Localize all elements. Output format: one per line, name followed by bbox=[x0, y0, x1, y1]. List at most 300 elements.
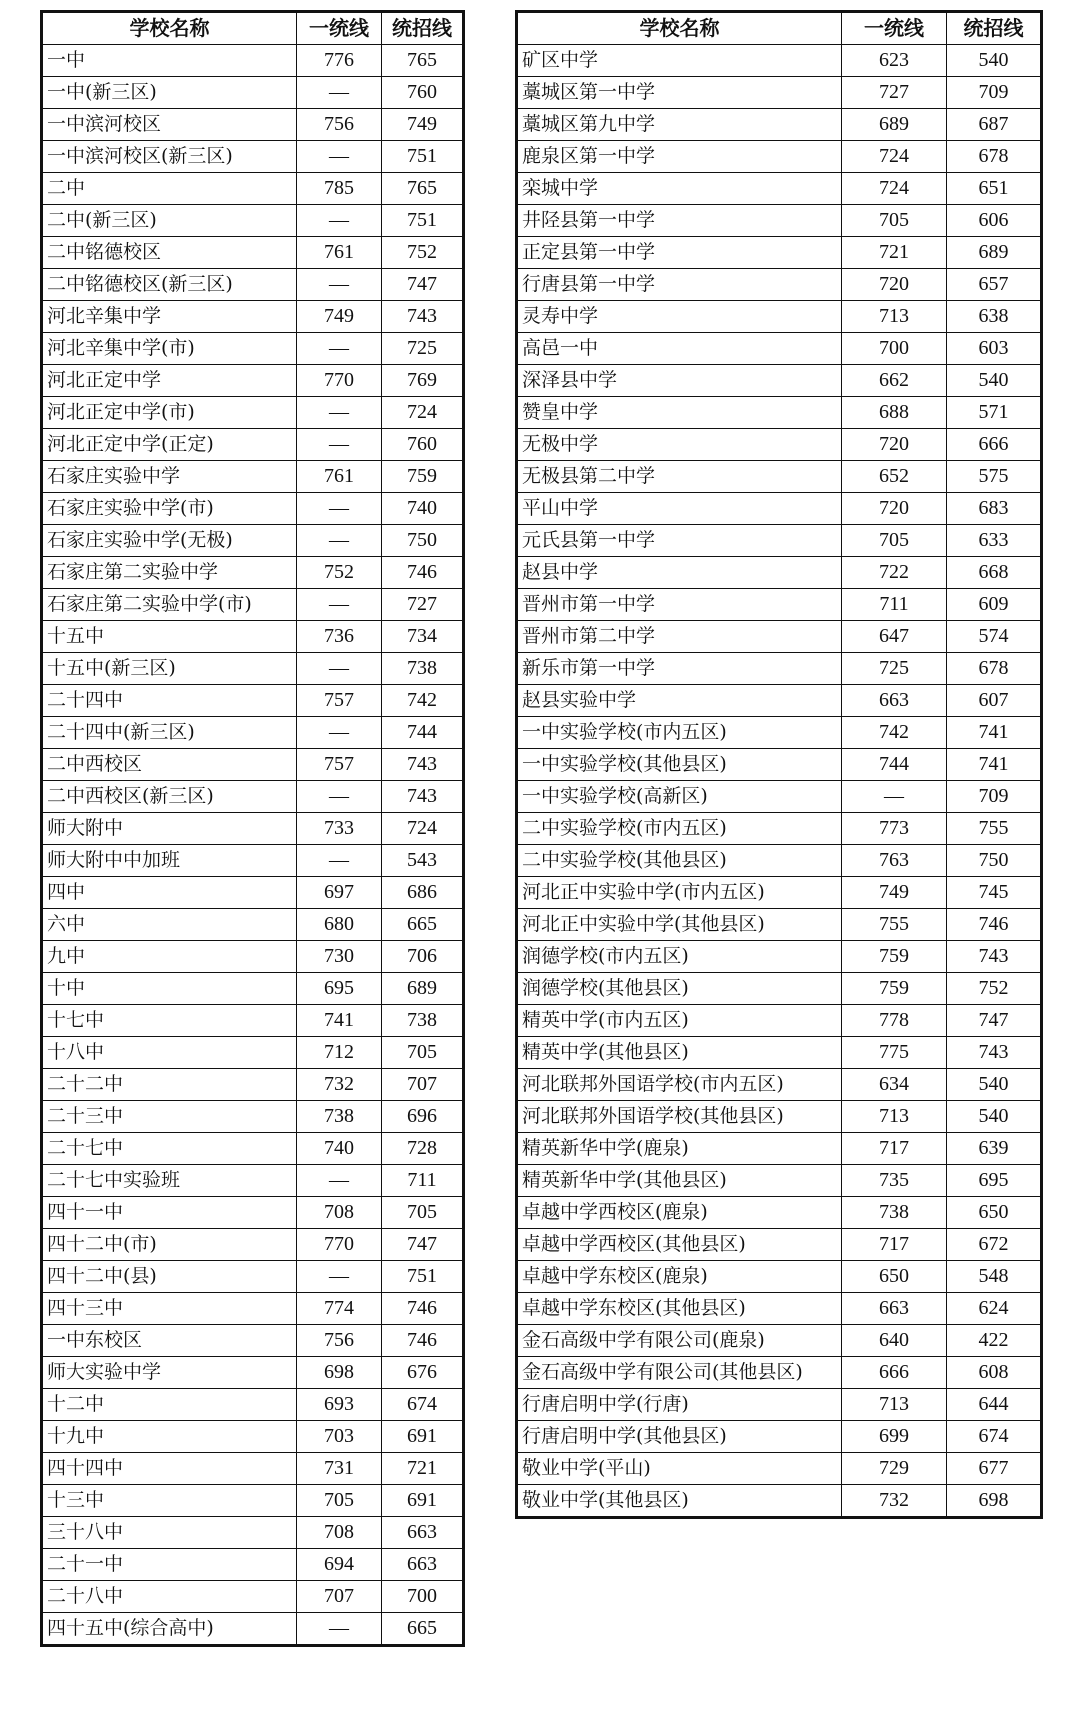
table-row bbox=[42, 685, 464, 717]
line1-score-cell: 663 bbox=[842, 1293, 947, 1325]
line2-score-cell: 743 bbox=[382, 781, 464, 813]
table-row bbox=[42, 205, 464, 237]
right-table-body bbox=[517, 45, 1042, 1518]
line2-score-cell: 571 bbox=[947, 397, 1042, 429]
line1-score-cell: 742 bbox=[842, 717, 947, 749]
school-name-cell: 四十二中(县) bbox=[42, 1261, 297, 1293]
line2-score-cell: 638 bbox=[947, 301, 1042, 333]
table-row bbox=[517, 909, 1042, 941]
line2-score-cell: 727 bbox=[382, 589, 464, 621]
school-name-cell: 一中 bbox=[42, 45, 297, 77]
line1-score-cell: 785 bbox=[297, 173, 382, 205]
line1-score-cell: 733 bbox=[297, 813, 382, 845]
school-name-cell: 润德学校(其他县区) bbox=[517, 973, 842, 1005]
line1-score-cell: 736 bbox=[297, 621, 382, 653]
line1-score-cell: — bbox=[297, 429, 382, 461]
line1-score-cell: 756 bbox=[297, 1325, 382, 1357]
school-name-cell: 正定县第一中学 bbox=[517, 237, 842, 269]
table-row bbox=[42, 269, 464, 301]
line1-score-cell: 724 bbox=[842, 141, 947, 173]
line1-score-cell: 680 bbox=[297, 909, 382, 941]
school-name-cell: 一中滨河校区 bbox=[42, 109, 297, 141]
line1-score-cell: — bbox=[297, 845, 382, 877]
table-row bbox=[42, 749, 464, 781]
line2-score-cell: 742 bbox=[382, 685, 464, 717]
school-name-cell: 无极县第二中学 bbox=[517, 461, 842, 493]
school-name-cell: 河北辛集中学(市) bbox=[42, 333, 297, 365]
table-row bbox=[517, 1485, 1042, 1518]
line2-score-cell: 543 bbox=[382, 845, 464, 877]
line2-score-cell: 672 bbox=[947, 1229, 1042, 1261]
line1-score-cell: 749 bbox=[297, 301, 382, 333]
line2-score-cell: 663 bbox=[382, 1517, 464, 1549]
line2-score-cell: 674 bbox=[947, 1421, 1042, 1453]
table-row bbox=[42, 717, 464, 749]
school-name-cell: 十二中 bbox=[42, 1389, 297, 1421]
school-name-cell: 晋州市第一中学 bbox=[517, 589, 842, 621]
line2-score-cell: 745 bbox=[947, 877, 1042, 909]
line1-score-cell: 778 bbox=[842, 1005, 947, 1037]
school-name-cell: 石家庄第二实验中学 bbox=[42, 557, 297, 589]
school-name-cell: 精英中学(市内五区) bbox=[517, 1005, 842, 1037]
school-name-cell: 赞皇中学 bbox=[517, 397, 842, 429]
line1-score-cell: — bbox=[297, 493, 382, 525]
line1-score-cell: 705 bbox=[842, 525, 947, 557]
line2-score-cell: 624 bbox=[947, 1293, 1042, 1325]
line2-score-cell: 422 bbox=[947, 1325, 1042, 1357]
table-row bbox=[517, 1165, 1042, 1197]
col-header-school: 学校名称 bbox=[42, 12, 297, 45]
school-name-cell: 四十四中 bbox=[42, 1453, 297, 1485]
line1-score-cell: 688 bbox=[842, 397, 947, 429]
line1-score-cell: 759 bbox=[842, 941, 947, 973]
school-name-cell: 二十三中 bbox=[42, 1101, 297, 1133]
line2-score-cell: 548 bbox=[947, 1261, 1042, 1293]
table-row bbox=[517, 1229, 1042, 1261]
school-name-cell: 十五中(新三区) bbox=[42, 653, 297, 685]
line2-score-cell: 705 bbox=[382, 1197, 464, 1229]
line2-score-cell: 639 bbox=[947, 1133, 1042, 1165]
line1-score-cell: 722 bbox=[842, 557, 947, 589]
line1-score-cell: 695 bbox=[297, 973, 382, 1005]
line1-score-cell: — bbox=[297, 269, 382, 301]
school-name-cell: 河北正定中学(正定) bbox=[42, 429, 297, 461]
col-header-line1: 一统线 bbox=[297, 12, 382, 45]
line2-score-cell: 606 bbox=[947, 205, 1042, 237]
table-row bbox=[42, 1037, 464, 1069]
school-name-cell: 金石高级中学有限公司(鹿泉) bbox=[517, 1325, 842, 1357]
school-name-cell: 石家庄实验中学(市) bbox=[42, 493, 297, 525]
line2-score-cell: 765 bbox=[382, 45, 464, 77]
line2-score-cell: 765 bbox=[382, 173, 464, 205]
table-row bbox=[517, 1261, 1042, 1293]
table-row bbox=[42, 301, 464, 333]
line2-score-cell: 705 bbox=[382, 1037, 464, 1069]
line2-score-cell: 759 bbox=[382, 461, 464, 493]
school-name-cell: 三十八中 bbox=[42, 1517, 297, 1549]
school-name-cell: 师大实验中学 bbox=[42, 1357, 297, 1389]
line2-score-cell: 725 bbox=[382, 333, 464, 365]
line2-score-cell: 747 bbox=[382, 269, 464, 301]
school-name-cell: 平山中学 bbox=[517, 493, 842, 525]
line1-score-cell: 759 bbox=[842, 973, 947, 1005]
line2-score-cell: 746 bbox=[382, 557, 464, 589]
line1-score-cell: — bbox=[297, 717, 382, 749]
line1-score-cell: 738 bbox=[297, 1101, 382, 1133]
table-row bbox=[517, 237, 1042, 269]
line2-score-cell: 750 bbox=[382, 525, 464, 557]
line1-score-cell: 712 bbox=[297, 1037, 382, 1069]
table-row bbox=[42, 845, 464, 877]
table-row bbox=[42, 1069, 464, 1101]
table-row bbox=[42, 1005, 464, 1037]
line1-score-cell: 761 bbox=[297, 237, 382, 269]
school-name-cell: 润德学校(市内五区) bbox=[517, 941, 842, 973]
line1-score-cell: — bbox=[297, 333, 382, 365]
line2-score-cell: 740 bbox=[382, 493, 464, 525]
table-row bbox=[42, 1229, 464, 1261]
line2-score-cell: 700 bbox=[382, 1581, 464, 1613]
col-header-line2: 统招线 bbox=[382, 12, 464, 45]
line1-score-cell: 720 bbox=[842, 269, 947, 301]
school-name-cell: 赵县实验中学 bbox=[517, 685, 842, 717]
table-row bbox=[42, 1581, 464, 1613]
table-row bbox=[42, 45, 464, 77]
line2-score-cell: 678 bbox=[947, 141, 1042, 173]
school-name-cell: 精英新华中学(鹿泉) bbox=[517, 1133, 842, 1165]
table-row bbox=[517, 557, 1042, 589]
line1-score-cell: 725 bbox=[842, 653, 947, 685]
table-row bbox=[517, 269, 1042, 301]
line2-score-cell: 746 bbox=[947, 909, 1042, 941]
line1-score-cell: 698 bbox=[297, 1357, 382, 1389]
table-row bbox=[42, 909, 464, 941]
school-name-cell: 河北正定中学(市) bbox=[42, 397, 297, 429]
table-row bbox=[42, 557, 464, 589]
line2-score-cell: 668 bbox=[947, 557, 1042, 589]
school-name-cell: 二中 bbox=[42, 173, 297, 205]
line2-score-cell: 741 bbox=[947, 749, 1042, 781]
line1-score-cell: 775 bbox=[842, 1037, 947, 1069]
line1-score-cell: 740 bbox=[297, 1133, 382, 1165]
school-name-cell: 卓越中学西校区(鹿泉) bbox=[517, 1197, 842, 1229]
school-name-cell: 二中西校区 bbox=[42, 749, 297, 781]
line2-score-cell: 743 bbox=[382, 301, 464, 333]
line2-score-cell: 698 bbox=[947, 1485, 1042, 1518]
table-row bbox=[42, 589, 464, 621]
school-name-cell: 一中滨河校区(新三区) bbox=[42, 141, 297, 173]
line1-score-cell: 647 bbox=[842, 621, 947, 653]
line1-score-cell: — bbox=[297, 653, 382, 685]
table-row bbox=[517, 461, 1042, 493]
table-row bbox=[517, 1005, 1042, 1037]
table-row bbox=[42, 237, 464, 269]
line2-score-cell: 650 bbox=[947, 1197, 1042, 1229]
line1-score-cell: 755 bbox=[842, 909, 947, 941]
line1-score-cell: 623 bbox=[842, 45, 947, 77]
line2-score-cell: 747 bbox=[947, 1005, 1042, 1037]
line2-score-cell: 676 bbox=[382, 1357, 464, 1389]
table-row bbox=[42, 1421, 464, 1453]
line1-score-cell: 666 bbox=[842, 1357, 947, 1389]
table-row bbox=[517, 941, 1042, 973]
line2-score-cell: 709 bbox=[947, 781, 1042, 813]
table-row bbox=[42, 493, 464, 525]
table-row bbox=[42, 1613, 464, 1646]
table-row bbox=[517, 429, 1042, 461]
school-name-cell: 二十四中 bbox=[42, 685, 297, 717]
table-row bbox=[42, 1293, 464, 1325]
line1-score-cell: 713 bbox=[842, 301, 947, 333]
table-row bbox=[517, 973, 1042, 1005]
table-row bbox=[42, 973, 464, 1005]
school-name-cell: 藁城区第九中学 bbox=[517, 109, 842, 141]
line2-score-cell: 575 bbox=[947, 461, 1042, 493]
line1-score-cell: — bbox=[297, 1165, 382, 1197]
table-row bbox=[517, 717, 1042, 749]
line2-score-cell: 738 bbox=[382, 653, 464, 685]
line1-score-cell: 717 bbox=[842, 1229, 947, 1261]
line1-score-cell: — bbox=[297, 397, 382, 429]
line2-score-cell: 696 bbox=[382, 1101, 464, 1133]
table-row bbox=[42, 173, 464, 205]
line1-score-cell: 756 bbox=[297, 109, 382, 141]
line2-score-cell: 607 bbox=[947, 685, 1042, 717]
line1-score-cell: 720 bbox=[842, 493, 947, 525]
table-row bbox=[517, 1389, 1042, 1421]
line1-score-cell: 708 bbox=[297, 1517, 382, 1549]
school-name-cell: 一中东校区 bbox=[42, 1325, 297, 1357]
school-name-cell: 金石高级中学有限公司(其他县区) bbox=[517, 1357, 842, 1389]
line1-score-cell: 717 bbox=[842, 1133, 947, 1165]
school-name-cell: 十八中 bbox=[42, 1037, 297, 1069]
school-name-cell: 矿区中学 bbox=[517, 45, 842, 77]
line1-score-cell: 640 bbox=[842, 1325, 947, 1357]
school-name-cell: 石家庄实验中学(无极) bbox=[42, 525, 297, 557]
line2-score-cell: 769 bbox=[382, 365, 464, 397]
table-row bbox=[42, 141, 464, 173]
school-name-cell: 十七中 bbox=[42, 1005, 297, 1037]
line1-score-cell: 662 bbox=[842, 365, 947, 397]
table-row bbox=[42, 1133, 464, 1165]
line1-score-cell: 757 bbox=[297, 749, 382, 781]
line1-score-cell: 735 bbox=[842, 1165, 947, 1197]
table-row bbox=[42, 1325, 464, 1357]
line1-score-cell: 770 bbox=[297, 365, 382, 397]
table-row bbox=[42, 877, 464, 909]
line1-score-cell: — bbox=[297, 1261, 382, 1293]
line2-score-cell: 738 bbox=[382, 1005, 464, 1037]
line2-score-cell: 721 bbox=[382, 1453, 464, 1485]
school-name-cell: 河北正中实验中学(其他县区) bbox=[517, 909, 842, 941]
line1-score-cell: 730 bbox=[297, 941, 382, 973]
line2-score-cell: 608 bbox=[947, 1357, 1042, 1389]
line1-score-cell: 773 bbox=[842, 813, 947, 845]
right-cutoff-table bbox=[515, 10, 1043, 1519]
school-name-cell: 二十七中实验班 bbox=[42, 1165, 297, 1197]
table-row bbox=[517, 1453, 1042, 1485]
line2-score-cell: 746 bbox=[382, 1293, 464, 1325]
line2-score-cell: 724 bbox=[382, 813, 464, 845]
line1-score-cell: 689 bbox=[842, 109, 947, 141]
table-row bbox=[42, 429, 464, 461]
table-row bbox=[517, 781, 1042, 813]
line2-score-cell: 687 bbox=[947, 109, 1042, 141]
line2-score-cell: 709 bbox=[947, 77, 1042, 109]
line1-score-cell: 713 bbox=[842, 1389, 947, 1421]
table-row bbox=[517, 1037, 1042, 1069]
line2-score-cell: 760 bbox=[382, 429, 464, 461]
line1-score-cell: — bbox=[297, 589, 382, 621]
line1-score-cell: 729 bbox=[842, 1453, 947, 1485]
school-name-cell: 新乐市第一中学 bbox=[517, 653, 842, 685]
col-header-line1: 一统线 bbox=[842, 12, 947, 45]
table-row bbox=[42, 781, 464, 813]
table-row bbox=[42, 525, 464, 557]
school-name-cell: 二十八中 bbox=[42, 1581, 297, 1613]
line1-score-cell: 705 bbox=[842, 205, 947, 237]
school-name-cell: 一中实验学校(其他县区) bbox=[517, 749, 842, 781]
line1-score-cell: 776 bbox=[297, 45, 382, 77]
left-cutoff-table bbox=[40, 10, 465, 1647]
line1-score-cell: 731 bbox=[297, 1453, 382, 1485]
table-row bbox=[42, 1549, 464, 1581]
school-name-cell: 四十二中(市) bbox=[42, 1229, 297, 1261]
school-name-cell: 四十五中(综合高中) bbox=[42, 1613, 297, 1646]
line2-score-cell: 734 bbox=[382, 621, 464, 653]
school-name-cell: 栾城中学 bbox=[517, 173, 842, 205]
header-row bbox=[42, 12, 464, 45]
line2-score-cell: 665 bbox=[382, 1613, 464, 1646]
school-name-cell: 精英中学(其他县区) bbox=[517, 1037, 842, 1069]
table-row bbox=[517, 1293, 1042, 1325]
line2-score-cell: 540 bbox=[947, 45, 1042, 77]
line2-score-cell: 683 bbox=[947, 493, 1042, 525]
table-row bbox=[42, 1389, 464, 1421]
line1-score-cell: — bbox=[842, 781, 947, 813]
line2-score-cell: 752 bbox=[382, 237, 464, 269]
table-row bbox=[42, 1261, 464, 1293]
school-name-cell: 卓越中学东校区(其他县区) bbox=[517, 1293, 842, 1325]
table-row bbox=[517, 1133, 1042, 1165]
table-row bbox=[42, 333, 464, 365]
line1-score-cell: 757 bbox=[297, 685, 382, 717]
line2-score-cell: 743 bbox=[947, 1037, 1042, 1069]
line2-score-cell: 644 bbox=[947, 1389, 1042, 1421]
school-name-cell: 六中 bbox=[42, 909, 297, 941]
line2-score-cell: 751 bbox=[382, 141, 464, 173]
table-row bbox=[42, 1165, 464, 1197]
line2-score-cell: 741 bbox=[947, 717, 1042, 749]
school-name-cell: 师大附中 bbox=[42, 813, 297, 845]
line1-score-cell: 770 bbox=[297, 1229, 382, 1261]
line2-score-cell: 695 bbox=[947, 1165, 1042, 1197]
line2-score-cell: 746 bbox=[382, 1325, 464, 1357]
line2-score-cell: 706 bbox=[382, 941, 464, 973]
line1-score-cell: 697 bbox=[297, 877, 382, 909]
school-name-cell: 四十三中 bbox=[42, 1293, 297, 1325]
school-name-cell: 二中(新三区) bbox=[42, 205, 297, 237]
line1-score-cell: 703 bbox=[297, 1421, 382, 1453]
school-name-cell: 师大附中中加班 bbox=[42, 845, 297, 877]
table-row bbox=[517, 1069, 1042, 1101]
table-row bbox=[517, 141, 1042, 173]
line2-score-cell: 743 bbox=[382, 749, 464, 781]
school-name-cell: 深泽县中学 bbox=[517, 365, 842, 397]
school-name-cell: 十五中 bbox=[42, 621, 297, 653]
line2-score-cell: 751 bbox=[382, 205, 464, 237]
line1-score-cell: 713 bbox=[842, 1101, 947, 1133]
line2-score-cell: 663 bbox=[382, 1549, 464, 1581]
table-row bbox=[517, 1197, 1042, 1229]
line1-score-cell: 761 bbox=[297, 461, 382, 493]
line2-score-cell: 711 bbox=[382, 1165, 464, 1197]
line1-score-cell: 721 bbox=[842, 237, 947, 269]
table-row bbox=[517, 1325, 1042, 1357]
line2-score-cell: 691 bbox=[382, 1485, 464, 1517]
table-row bbox=[42, 1101, 464, 1133]
school-name-cell: 无极中学 bbox=[517, 429, 842, 461]
table-row bbox=[42, 77, 464, 109]
line1-score-cell: 727 bbox=[842, 77, 947, 109]
line2-score-cell: 674 bbox=[382, 1389, 464, 1421]
line1-score-cell: 752 bbox=[297, 557, 382, 589]
school-name-cell: 四中 bbox=[42, 877, 297, 909]
school-name-cell: 行唐启明中学(行唐) bbox=[517, 1389, 842, 1421]
table-row bbox=[517, 653, 1042, 685]
table-row bbox=[517, 621, 1042, 653]
school-name-cell: 井陉县第一中学 bbox=[517, 205, 842, 237]
school-name-cell: 鹿泉区第一中学 bbox=[517, 141, 842, 173]
line2-score-cell: 678 bbox=[947, 653, 1042, 685]
table-row bbox=[517, 301, 1042, 333]
line1-score-cell: 732 bbox=[297, 1069, 382, 1101]
line1-score-cell: — bbox=[297, 77, 382, 109]
school-name-cell: 晋州市第二中学 bbox=[517, 621, 842, 653]
school-name-cell: 敬业中学(其他县区) bbox=[517, 1485, 842, 1518]
school-name-cell: 二中西校区(新三区) bbox=[42, 781, 297, 813]
line1-score-cell: — bbox=[297, 141, 382, 173]
line2-score-cell: 707 bbox=[382, 1069, 464, 1101]
school-name-cell: 行唐启明中学(其他县区) bbox=[517, 1421, 842, 1453]
table-row bbox=[517, 45, 1042, 77]
line2-score-cell: 743 bbox=[947, 941, 1042, 973]
line2-score-cell: 747 bbox=[382, 1229, 464, 1261]
line2-score-cell: 686 bbox=[382, 877, 464, 909]
left-table-body bbox=[42, 45, 464, 1646]
line1-score-cell: — bbox=[297, 525, 382, 557]
school-name-cell: 二十四中(新三区) bbox=[42, 717, 297, 749]
line2-score-cell: 728 bbox=[382, 1133, 464, 1165]
school-name-cell: 四十一中 bbox=[42, 1197, 297, 1229]
table-row bbox=[42, 1357, 464, 1389]
line1-score-cell: 720 bbox=[842, 429, 947, 461]
col-header-line2: 统招线 bbox=[947, 12, 1042, 45]
line2-score-cell: 665 bbox=[382, 909, 464, 941]
table-row bbox=[517, 77, 1042, 109]
line2-score-cell: 540 bbox=[947, 1101, 1042, 1133]
line2-score-cell: 666 bbox=[947, 429, 1042, 461]
line1-score-cell: 744 bbox=[842, 749, 947, 781]
school-name-cell: 敬业中学(平山) bbox=[517, 1453, 842, 1485]
line1-score-cell: 650 bbox=[842, 1261, 947, 1293]
table-row bbox=[42, 397, 464, 429]
school-name-cell: 河北联邦外国语学校(市内五区) bbox=[517, 1069, 842, 1101]
table-row bbox=[517, 397, 1042, 429]
line1-score-cell: 763 bbox=[842, 845, 947, 877]
table-row bbox=[517, 1357, 1042, 1389]
line1-score-cell: 705 bbox=[297, 1485, 382, 1517]
